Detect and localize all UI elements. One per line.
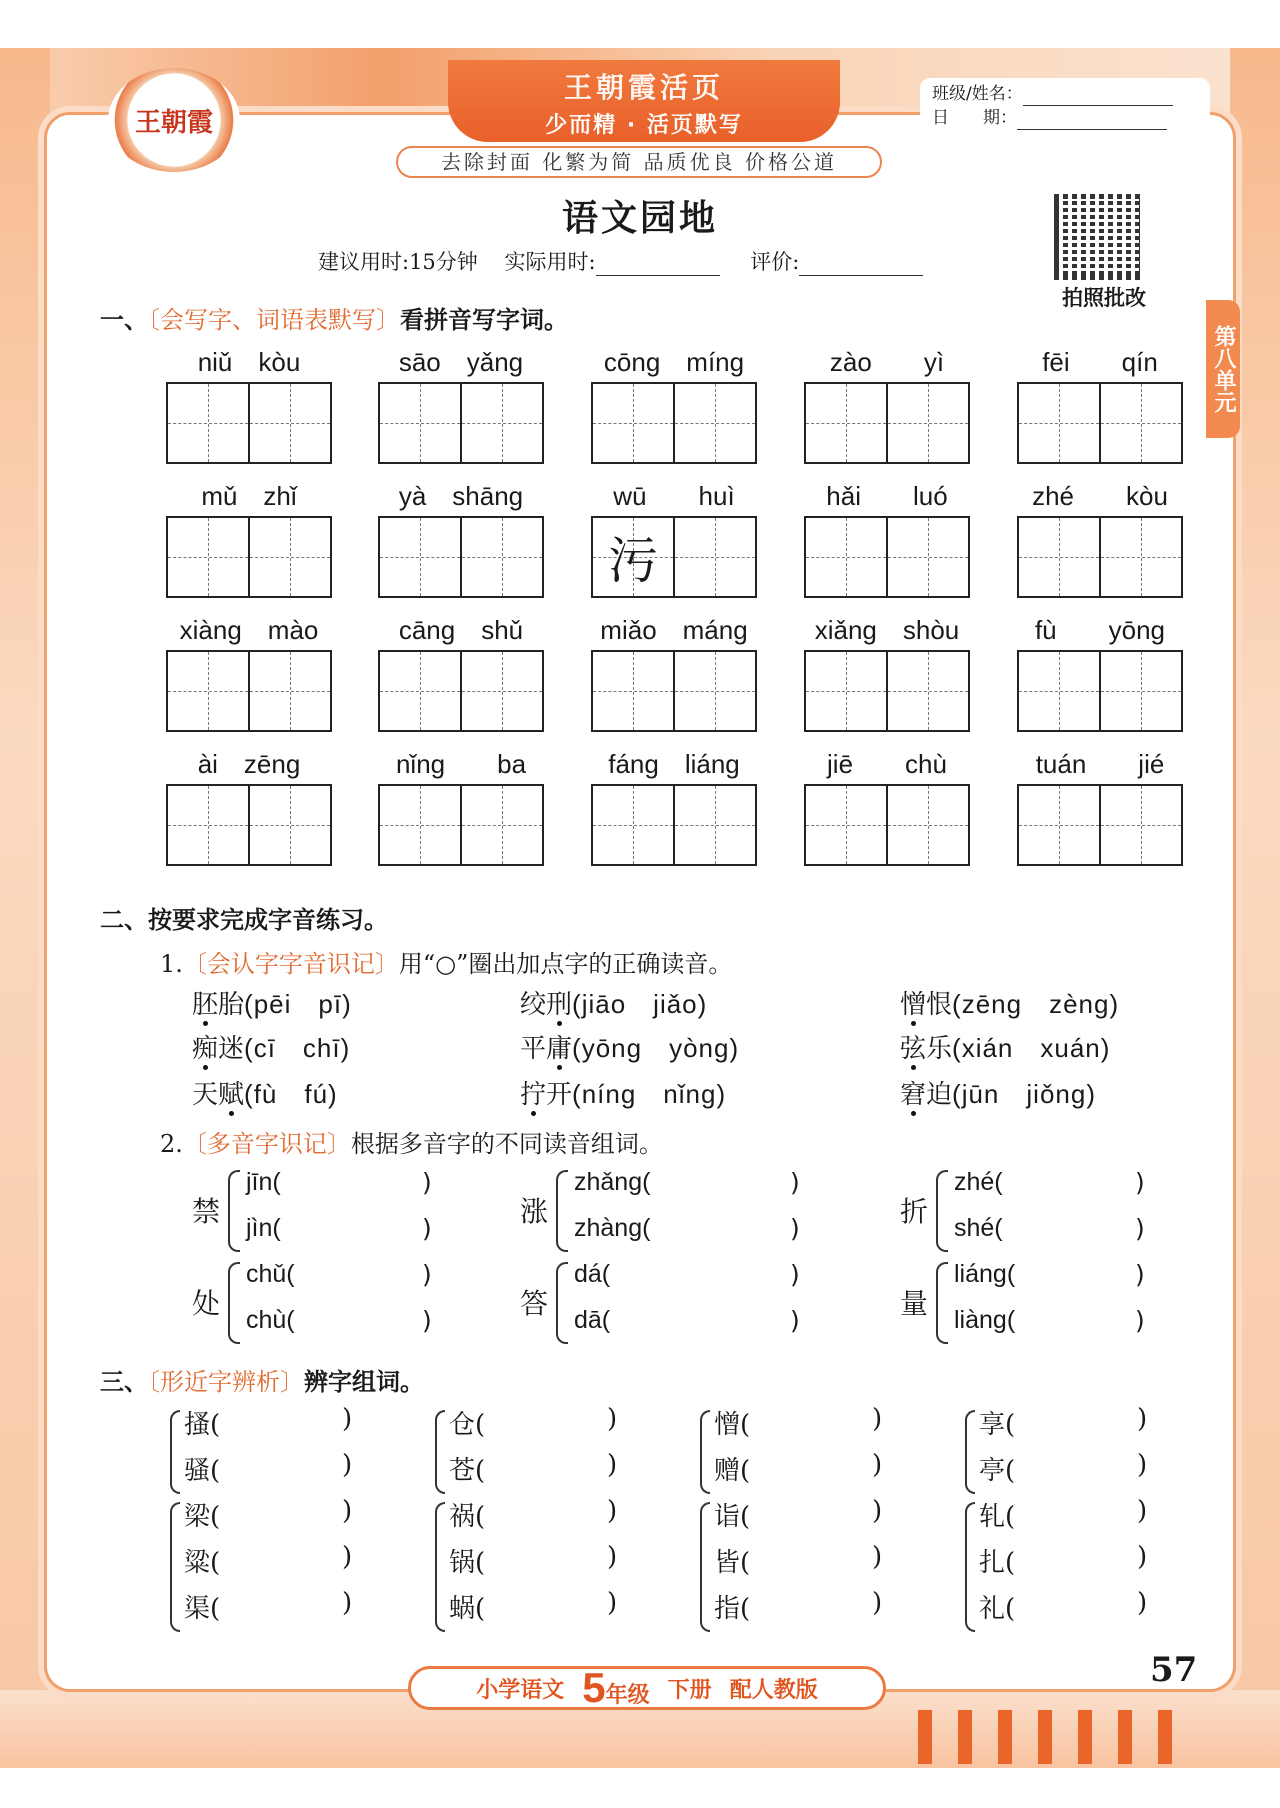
- cell-char: [168, 384, 248, 462]
- tianzige-cell[interactable]: [593, 786, 675, 864]
- close-paren: ): [422, 1306, 432, 1335]
- cell-char: [888, 786, 968, 864]
- brace-icon: [228, 1262, 240, 1344]
- q2-tag: 〔多音字识记〕: [182, 1130, 351, 1158]
- reading-line[interactable]: chù(: [246, 1306, 295, 1334]
- tianzige-cell[interactable]: [380, 384, 462, 462]
- section2-num: 二、: [100, 906, 148, 934]
- word-char: 平: [520, 1034, 547, 1064]
- cell-char: [462, 384, 542, 462]
- tianzige-cell[interactable]: [250, 786, 330, 864]
- cell-char: [1019, 786, 1099, 864]
- polyphone-char: 折: [900, 1195, 929, 1228]
- unit-tab: 第八单元: [1206, 300, 1240, 438]
- tianzige-grid: [591, 784, 757, 866]
- time-info: [318, 246, 947, 276]
- cell-char: [675, 652, 755, 730]
- q2-text: 根据多音字的不同读音组词。: [350, 1130, 663, 1158]
- similar-item[interactable]: 蜗(: [449, 1594, 486, 1624]
- reading-item: [900, 1074, 1096, 1111]
- word-char: 乐: [926, 1034, 953, 1064]
- section1-text: 看拼音写字词。: [400, 306, 568, 334]
- similar-item[interactable]: 指(: [714, 1594, 751, 1624]
- footer-grade: 年级: [605, 1682, 650, 1708]
- brace-icon: [435, 1410, 445, 1494]
- tianzige-grid: [166, 784, 332, 866]
- tianzige-grid: [591, 382, 757, 464]
- cell-char: [1101, 518, 1181, 596]
- reading-line[interactable]: liáng(: [954, 1260, 1016, 1288]
- brace-icon: [170, 1502, 180, 1632]
- cell-char: [462, 786, 542, 864]
- cell-char: [168, 518, 248, 596]
- pinyin-label: mǔ zhǐ: [201, 481, 297, 511]
- tianzige-cell[interactable]: [1101, 786, 1181, 864]
- actual-time-label: 实际用时:: [504, 250, 596, 274]
- tianzige-cell[interactable]: [888, 518, 968, 596]
- q2-num: 2.: [160, 1130, 183, 1158]
- reading-item: [520, 1074, 726, 1111]
- section1-num: 一、: [100, 306, 148, 334]
- banner-line2: 少而精 · 活页默写: [545, 113, 743, 138]
- tianzige-cell[interactable]: [806, 652, 888, 730]
- reading-line[interactable]: zhǎng(: [574, 1168, 651, 1196]
- tianzige-grid: [378, 382, 544, 464]
- tianzige-cell[interactable]: [380, 786, 462, 864]
- tianzige-cell[interactable]: [1019, 652, 1101, 730]
- cell-char: [806, 652, 886, 730]
- tianzige-cell[interactable]: [462, 384, 542, 462]
- reading-line[interactable]: shé(: [954, 1214, 1003, 1242]
- close-paren: ): [607, 1542, 618, 1572]
- polyphone-char: 答: [520, 1287, 549, 1320]
- tianzige-cell[interactable]: [1019, 786, 1101, 864]
- close-paren: ): [1137, 1588, 1148, 1618]
- pinyin-label: wū huì: [613, 481, 735, 511]
- reading-options[interactable]: (fù fú): [244, 1079, 338, 1109]
- footer-badge: [408, 1663, 886, 1711]
- q2-heading: [160, 1124, 663, 1159]
- similar-item[interactable]: 皆(: [714, 1548, 751, 1578]
- reading-line[interactable]: dá(: [574, 1260, 611, 1288]
- cell-char: [1019, 384, 1099, 462]
- close-paren: ): [607, 1496, 618, 1526]
- cell-char: [1101, 786, 1181, 864]
- pinyin-label: hǎi luó: [826, 481, 948, 511]
- tianzige-grid: [804, 516, 970, 598]
- tianzige-cell[interactable]: [250, 384, 330, 462]
- cell-char: [593, 384, 673, 462]
- cell-char: [380, 652, 460, 730]
- reading-options[interactable]: (jūn jiǒng): [952, 1079, 1096, 1109]
- tianzige-cell[interactable]: [168, 652, 250, 730]
- close-paren: ): [422, 1260, 432, 1289]
- cell-char: [380, 786, 460, 864]
- word-char: 憎: [900, 990, 927, 1020]
- similar-item[interactable]: 骚(: [184, 1456, 221, 1486]
- similar-item[interactable]: 粱(: [184, 1548, 221, 1578]
- similar-item[interactable]: 渠(: [184, 1594, 221, 1624]
- close-paren: ): [342, 1450, 353, 1480]
- cell-char: [250, 786, 330, 864]
- cell-char: [675, 384, 755, 462]
- cell-char: [1101, 384, 1181, 462]
- similar-item[interactable]: 憎(: [714, 1410, 751, 1440]
- brace-icon: [556, 1262, 568, 1344]
- word-char: 恨: [926, 990, 953, 1020]
- tianzige-cell[interactable]: [462, 652, 542, 730]
- brace-icon: [965, 1502, 975, 1632]
- similar-item[interactable]: 梁(: [184, 1502, 221, 1532]
- reading-line[interactable]: dā(: [574, 1306, 611, 1334]
- close-paren: ): [872, 1450, 883, 1480]
- word-char: 胚: [192, 990, 219, 1020]
- bottom-stripes: [918, 1710, 1178, 1764]
- word-char: 拧: [520, 1080, 547, 1110]
- tianzige-cell[interactable]: [1019, 384, 1101, 462]
- cell-char: [462, 518, 542, 596]
- close-paren: ): [1135, 1260, 1145, 1289]
- reading-options[interactable]: (yōng yòng): [572, 1033, 740, 1063]
- tianzige-grid: [166, 650, 332, 732]
- section1-tag: 〔会写字、词语表默写〕: [148, 306, 400, 334]
- close-paren: ): [872, 1496, 883, 1526]
- tianzige-grid: [166, 516, 332, 598]
- word-char: 赋: [218, 1080, 245, 1110]
- similar-item[interactable]: 亭(: [979, 1456, 1016, 1486]
- tianzige-grid: [378, 784, 544, 866]
- similar-item[interactable]: 轧(: [979, 1502, 1016, 1532]
- brace-icon: [936, 1170, 948, 1252]
- tianzige-grid: [1017, 382, 1183, 464]
- reading-options[interactable]: (cī chī): [244, 1033, 351, 1063]
- cell-char: [806, 384, 886, 462]
- reading-options[interactable]: (níng nǐng): [572, 1079, 727, 1109]
- reading-line[interactable]: liàng(: [954, 1306, 1016, 1334]
- pinyin-label: fáng liáng: [608, 749, 740, 779]
- cell-char: [380, 384, 460, 462]
- close-paren: ): [872, 1542, 883, 1572]
- reading-line[interactable]: zhàng(: [574, 1214, 651, 1242]
- reading-item: [900, 984, 1119, 1021]
- polyphone-char: 量: [900, 1287, 929, 1320]
- cell-char: [1101, 652, 1181, 730]
- cell-char: [1019, 518, 1099, 596]
- similar-item[interactable]: 仓(: [449, 1410, 486, 1440]
- cell-char: [593, 652, 673, 730]
- tianzige-cell[interactable]: [806, 786, 888, 864]
- brace-icon: [700, 1410, 710, 1494]
- word-char: 开: [546, 1080, 573, 1110]
- close-paren: ): [342, 1542, 353, 1572]
- tianzige-grid: [591, 516, 757, 598]
- reading-options[interactable]: (xián xuán): [952, 1033, 1111, 1063]
- section3-text: 辨字组词。: [304, 1368, 424, 1396]
- pinyin-label: fù yōng: [1034, 615, 1166, 645]
- cell-char: [250, 384, 330, 462]
- section1-heading: [100, 300, 568, 335]
- pinyin-label: tuán jié: [1035, 749, 1165, 779]
- tianzige-cell[interactable]: [888, 384, 968, 462]
- similar-item[interactable]: 苍(: [449, 1456, 486, 1486]
- word-char: 窘: [900, 1080, 927, 1110]
- tianzige-grid: [804, 784, 970, 866]
- cell-char: [675, 518, 755, 596]
- tianzige-grid: [1017, 516, 1183, 598]
- pinyin-label: jiē chù: [827, 749, 947, 779]
- tianzige-cell[interactable]: [380, 652, 462, 730]
- similar-item[interactable]: 享(: [979, 1410, 1016, 1440]
- brace-icon: [700, 1502, 710, 1632]
- similar-item[interactable]: 赠(: [714, 1456, 751, 1486]
- word-char: 绞: [520, 990, 547, 1020]
- reading-line[interactable]: chǔ(: [246, 1260, 295, 1288]
- tianzige-cell[interactable]: [888, 786, 968, 864]
- section2-text: 按要求完成字音练习。: [148, 906, 388, 934]
- close-paren: ): [422, 1214, 432, 1243]
- tianzige-cell[interactable]: [1101, 652, 1181, 730]
- pinyin-label: sāo yǎng: [398, 347, 524, 377]
- pinyin-label: zhé kòu: [1032, 481, 1168, 511]
- brace-icon: [435, 1502, 445, 1632]
- left-decor-bar: [0, 48, 50, 1768]
- footer-grade-num: 5: [582, 1663, 606, 1711]
- q1-heading: [160, 944, 732, 979]
- word-char: 庸: [546, 1034, 573, 1064]
- pinyin-label: cōng míng: [603, 347, 745, 377]
- pinyin-label: ài zēng: [197, 749, 301, 779]
- pinyin-label: miǎo máng: [600, 615, 748, 645]
- cell-char: [168, 652, 248, 730]
- reading-line[interactable]: jīn(: [246, 1168, 281, 1196]
- tianzige-cell[interactable]: [168, 384, 250, 462]
- similar-item[interactable]: 锅(: [449, 1548, 486, 1578]
- close-paren: ): [1135, 1214, 1145, 1243]
- tianzige-cell[interactable]: [593, 652, 675, 730]
- pinyin-label: nǐng ba: [395, 749, 527, 779]
- tianzige-cell[interactable]: [888, 652, 968, 730]
- cell-char: [462, 652, 542, 730]
- close-paren: ): [607, 1404, 618, 1434]
- reading-item: [192, 1028, 350, 1065]
- pinyin-label: zào yì: [829, 347, 945, 377]
- date-label: 日 期：: [932, 108, 1017, 128]
- student-info-box: [920, 78, 1210, 136]
- similar-item[interactable]: 搔(: [184, 1410, 221, 1440]
- page-title: 语文园地: [561, 198, 718, 239]
- tianzige-cell[interactable]: [1019, 518, 1101, 596]
- close-paren: ): [790, 1260, 800, 1289]
- tianzige-cell[interactable]: [675, 786, 755, 864]
- reading-item: [192, 984, 352, 1021]
- cell-char: [593, 786, 673, 864]
- section3-heading: [100, 1362, 424, 1397]
- cell-char: [168, 786, 248, 864]
- close-paren: ): [1135, 1168, 1145, 1197]
- q1-tag: 〔会认字字音识记〕: [182, 950, 399, 978]
- tianzige-cell[interactable]: [462, 786, 542, 864]
- tianzige-grid: [1017, 650, 1183, 732]
- close-paren: ): [790, 1168, 800, 1197]
- cell-char: [675, 786, 755, 864]
- close-paren: ): [790, 1214, 800, 1243]
- publisher-logo: [108, 68, 240, 172]
- tianzige-cell[interactable]: [1101, 518, 1181, 596]
- tianzige-cell[interactable]: [168, 786, 250, 864]
- close-paren: ): [1137, 1496, 1148, 1526]
- close-paren: ): [1137, 1450, 1148, 1480]
- close-paren: ): [607, 1588, 618, 1618]
- tianzige-cell[interactable]: [168, 518, 250, 596]
- tianzige-cell[interactable]: [675, 384, 755, 462]
- reading-options[interactable]: (zēng zèng): [952, 989, 1120, 1019]
- tianzige-cell[interactable]: [1101, 384, 1181, 462]
- tianzige-cell[interactable]: [593, 518, 675, 596]
- tianzige-cell[interactable]: [462, 518, 542, 596]
- qr-caption: 拍照批改: [1062, 286, 1146, 310]
- tianzige-cell[interactable]: [806, 518, 888, 596]
- tianzige-grid: [378, 650, 544, 732]
- cell-char: [806, 518, 886, 596]
- tianzige-cell[interactable]: [380, 518, 462, 596]
- tianzige-grid: [591, 650, 757, 732]
- reading-item: [520, 1028, 739, 1065]
- cell-char: [250, 518, 330, 596]
- pinyin-label: yà shāng: [398, 481, 524, 511]
- close-paren: ): [342, 1588, 353, 1618]
- cell-char: [250, 652, 330, 730]
- similar-item[interactable]: 礼(: [979, 1594, 1016, 1624]
- cell-char: [1019, 652, 1099, 730]
- tianzige-grid: [804, 382, 970, 464]
- tianzige-cell[interactable]: [250, 518, 330, 596]
- word-char: 迫: [926, 1080, 953, 1110]
- reading-item: [900, 1028, 1110, 1065]
- pinyin-label: cāng shǔ: [398, 615, 524, 645]
- section2-heading: [100, 900, 388, 935]
- brace-icon: [228, 1170, 240, 1252]
- reading-line[interactable]: zhé(: [954, 1168, 1003, 1196]
- cell-char: [888, 652, 968, 730]
- logo-text: 王朝霞: [134, 107, 213, 138]
- tianzige-cell[interactable]: [675, 652, 755, 730]
- tianzige-grid: [166, 382, 332, 464]
- close-paren: ): [1137, 1542, 1148, 1572]
- reading-item: [192, 1074, 338, 1111]
- cell-char: [888, 384, 968, 462]
- cell-char: [888, 518, 968, 596]
- pinyin-label: fēi qín: [1042, 347, 1158, 377]
- tianzige-grid: [378, 516, 544, 598]
- close-paren: ): [607, 1450, 618, 1480]
- close-paren: ): [790, 1306, 800, 1335]
- word-char: 弦: [900, 1034, 927, 1064]
- close-paren: ): [872, 1588, 883, 1618]
- cell-char: [380, 518, 460, 596]
- tianzige-cell[interactable]: [593, 384, 675, 462]
- qr-code-overlay: [1054, 194, 1144, 280]
- footer-subject: 小学语文: [476, 1677, 565, 1703]
- banner-line1: 王朝霞活页: [563, 71, 724, 104]
- close-paren: ): [342, 1404, 353, 1434]
- brace-icon: [936, 1262, 948, 1344]
- reading-options[interactable]: (pēi pī): [244, 989, 352, 1019]
- header-banner: [448, 60, 840, 142]
- close-paren: ): [872, 1404, 883, 1434]
- suggested-time: 建议用时:15分钟: [318, 250, 478, 274]
- pinyin-label: xiàng mào: [179, 615, 319, 645]
- class-name-field[interactable]: [1023, 90, 1173, 106]
- tianzige-grid: [1017, 784, 1183, 866]
- date-field[interactable]: [1017, 114, 1167, 130]
- evaluation-label: 评价:: [750, 250, 800, 274]
- tianzige-cell[interactable]: [806, 384, 888, 462]
- word-char: 胎: [218, 990, 245, 1020]
- word-char: 迷: [218, 1034, 245, 1064]
- slogan: 去除封面 化繁为简 品质优良 价格公道: [396, 146, 882, 178]
- pinyin-label: xiǎng shòu: [814, 615, 960, 645]
- tianzige-cell[interactable]: [250, 652, 330, 730]
- cell-char: 污: [608, 532, 658, 590]
- similar-item[interactable]: 诣(: [714, 1502, 751, 1532]
- class-name-label: 班级/姓名：: [932, 84, 1023, 104]
- reading-line[interactable]: jìn(: [246, 1214, 281, 1242]
- pinyin-label: niǔ kòu: [197, 347, 301, 377]
- tianzige-grid: [804, 650, 970, 732]
- reading-options[interactable]: (jiāo jiǎo): [572, 989, 708, 1019]
- page-number: 57: [1150, 1650, 1198, 1690]
- close-paren: ): [1137, 1404, 1148, 1434]
- polyphone-char: 涨: [520, 1195, 549, 1228]
- evaluation-field[interactable]: [799, 258, 923, 276]
- q1-num: 1.: [160, 950, 183, 978]
- brace-icon: [556, 1170, 568, 1252]
- close-paren: ): [342, 1496, 353, 1526]
- similar-item[interactable]: 祸(: [449, 1502, 486, 1532]
- cell-char: [806, 786, 886, 864]
- tianzige-cell[interactable]: [675, 518, 755, 596]
- word-char: 刑: [546, 990, 573, 1020]
- section3-num: 三、: [100, 1368, 148, 1396]
- footer-edition: 配人教版: [729, 1677, 818, 1703]
- actual-time-field[interactable]: [596, 258, 720, 276]
- section3-tag: 〔形近字辨析〕: [148, 1368, 304, 1396]
- brace-icon: [965, 1410, 975, 1494]
- reading-item: [520, 984, 707, 1021]
- footer-volume: 下册: [667, 1677, 712, 1703]
- polyphone-char: 处: [192, 1287, 221, 1320]
- word-char: 天: [192, 1080, 219, 1110]
- close-paren: ): [1135, 1306, 1145, 1335]
- word-char: 痴: [192, 1034, 219, 1064]
- q1-text: 用“○”圈出加点字的正确读音。: [398, 950, 733, 978]
- polyphone-char: 禁: [192, 1195, 221, 1228]
- brace-icon: [170, 1410, 180, 1494]
- similar-item[interactable]: 扎(: [979, 1548, 1016, 1578]
- close-paren: ): [422, 1168, 432, 1197]
